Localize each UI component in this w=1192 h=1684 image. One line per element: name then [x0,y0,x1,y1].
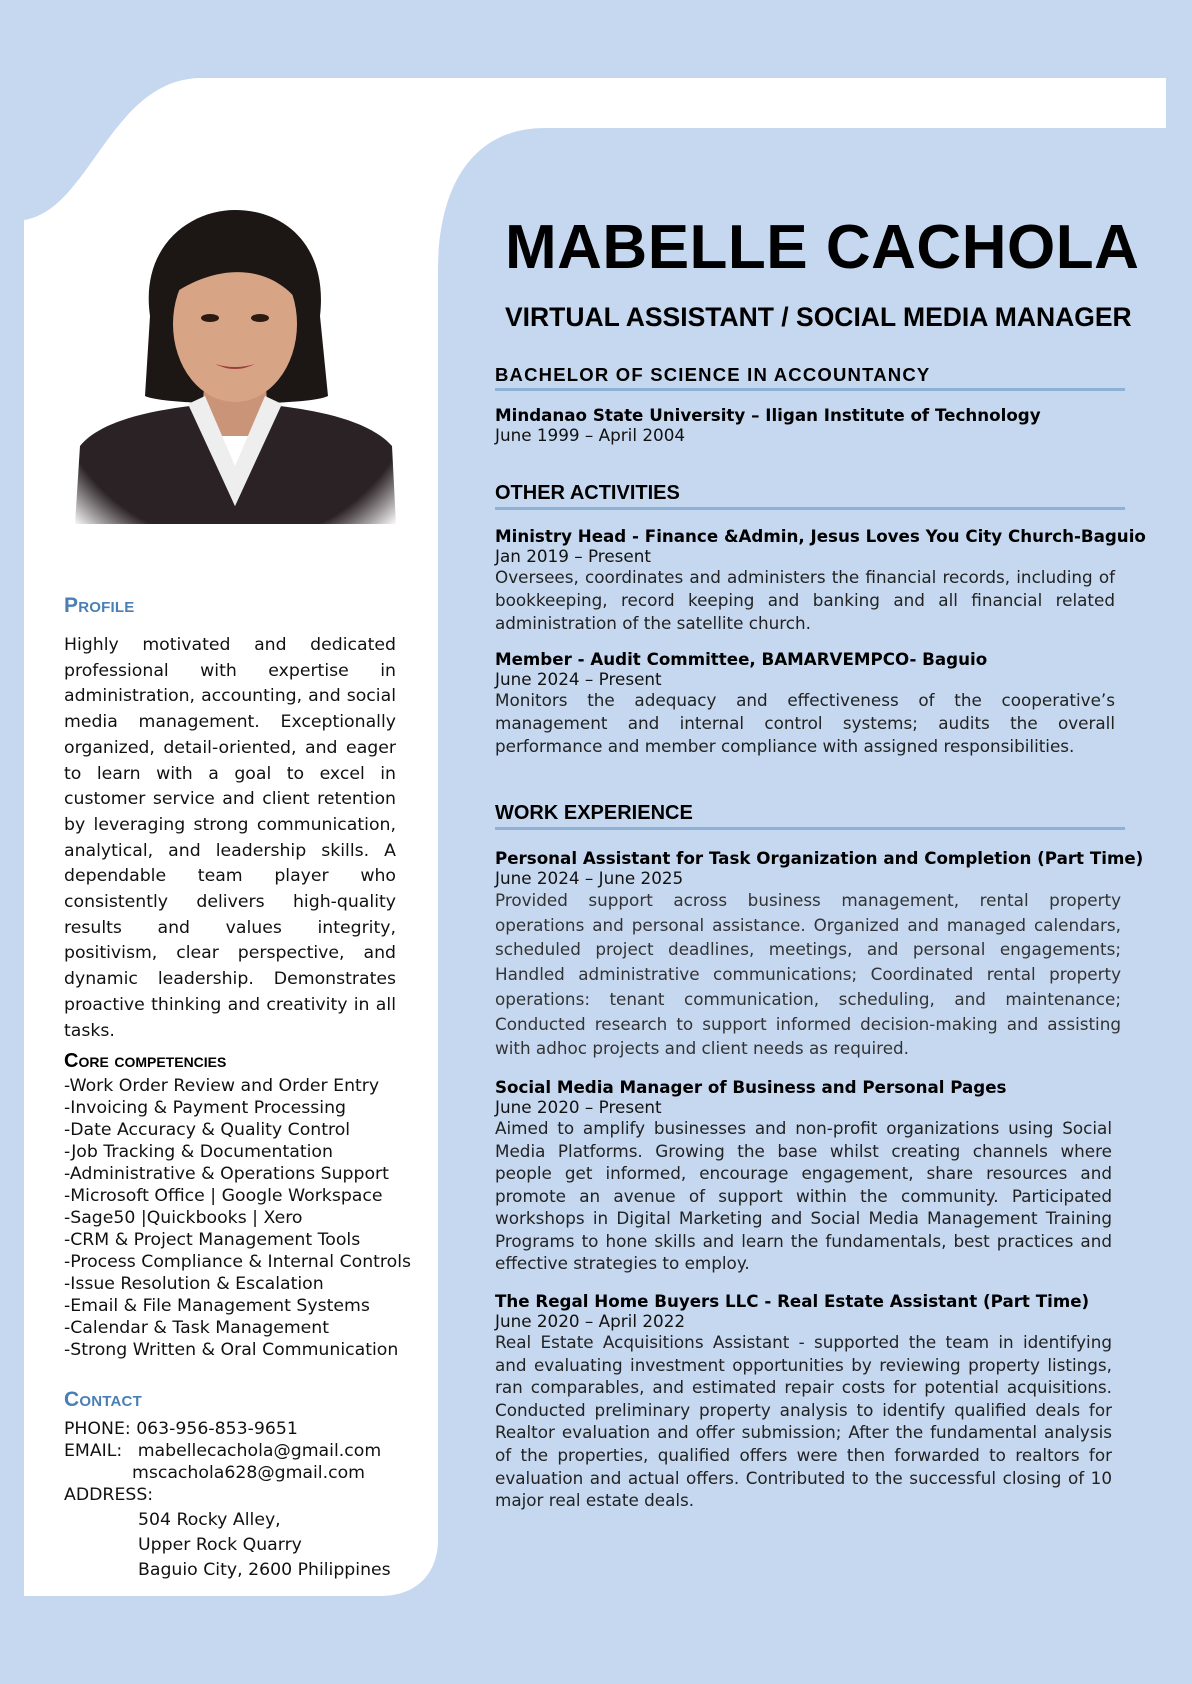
address-line: 504 Rocky Alley, [138,1510,281,1530]
activity-description: Oversees, coordinates and administers the financial records, including of bookkeeping, record keeping and banking and all financial related administration of the satellite church. [495,567,1115,633]
competency-item: -Issue Resolution & Escalation [64,1274,324,1294]
competency-item: -Calendar & Task Management [64,1318,330,1338]
competency-item: -Job Tracking & Documentation [64,1142,333,1162]
job-entry-description: Aimed to amplify businesses and non-profit organizations using Social Media Platforms. Growing the base whilst creating channels where people get informed, encourage engagement, share resources and promote an avenue of support within the community. Participated workshops in Digital Marketing and Social Media Management Training Programs to hone skills and learn the fundamentals, best practices and effective strategies to employ. [495,1117,1112,1274]
address-label: ADDRESS: [64,1485,154,1505]
job-entry-dates: June 2020 – Present [495,1096,662,1117]
job-entry-dates: June 2020 – April 2022 [495,1311,686,1332]
competency-item: -Administrative & Operations Support [64,1164,389,1184]
activities-heading: OTHER ACTIVITIES [495,482,1125,510]
address-line: Upper Rock Quarry [138,1535,302,1555]
competency-item: -Work Order Review and Order Entry [64,1076,380,1096]
competency-item: -CRM & Project Management Tools [64,1230,361,1250]
education-heading: BACHELOR OF SCIENCE IN ACCOUNTANCY [495,364,1125,391]
competency-item: -Date Accuracy & Quality Control [64,1120,351,1140]
education-school: Mindanao State University – Iligan Institute of Technology [495,405,1041,425]
competency-item: -Invoicing & Payment Processing [64,1098,347,1118]
competency-item: -Email & File Management Systems [64,1296,370,1316]
work-heading: WORK EXPERIENCE [495,802,1125,830]
email-primary[interactable]: mabellecachola@gmail.com [137,1441,382,1461]
profile-heading: Profile [64,594,135,617]
job-entry-title: Social Media Manager of Business and Personal Pages [495,1076,1007,1097]
job-entry-description: Real Estate Acquisitions Assistant - supported the team in identifying and evaluating investment opportunities by reviewing property listings, ran comparables, and estimated repair costs for potential acquisitions. Conducted preliminary property analysis to identify qualified deals for Realtor evaluation and offer submission; After the fundamental analysis of the properties, qualified offers were then forwarded to realtors for evaluation and actual offers. Contributed to the successful closing of 10 major real estate deals. [495,1332,1112,1511]
competency-item: -Sage50 |Quickbooks | Xero [64,1208,303,1228]
phone-label: PHONE: [64,1419,131,1439]
activity-description: Monitors the adequacy and effectiveness of the cooperative’s management and internal control systems; audits the overall performance and member compliance with assigned responsibilities. [495,690,1115,756]
activity-title: Ministry Head - Finance &Admin, Jesus Loves You City Church-Baguio [495,526,1146,546]
competency-item: -Microsoft Office | Google Workspace [64,1186,383,1206]
education-dates: June 1999 – April 2004 [495,425,686,445]
email-label: EMAIL: [64,1441,123,1461]
competency-item: -Strong Written & Oral Communication [64,1340,399,1360]
competencies-heading: Core competencies [64,1050,227,1072]
profile-summary: Highly motivated and dedicated professional with expertise in administration, accounting, and social media management. Exceptionally organized, detail-oriented, and eager to learn with a goal to excel in customer service and client retention by leveraging strong communication, analytical, and leadership skills. A dependable team player who consistently delivers high-quality results and values integrity, positivism, clear perspective, and dynamic leadership. Demonstrates proactive thinking and creativity in all tasks. [64,635,396,1041]
contact-heading: Contact [64,1388,142,1411]
phone-value: 063-956-853-9651 [136,1419,298,1439]
email-secondary[interactable]: mscachola628@gmail.com [132,1463,366,1483]
job-entry-dates: June 2024 – June 2025 [495,868,684,888]
competencies-list [64,1075,412,1361]
activity-title: Member - Audit Committee, BAMARVEMPCO- Baguio [495,649,988,669]
phone-line [64,1418,396,1440]
person-name: MABELLE CACHOLA [505,213,1140,282]
address-line: Baguio City, 2600 Philippines [138,1560,391,1580]
email-line [64,1440,396,1462]
job-entry-title: Personal Assistant for Task Organization and Completion (Part Time) [495,848,1144,868]
activity-dates: June 2024 – Present [495,669,662,689]
activity-dates: Jan 2019 – Present [495,546,651,566]
competency-item: -Process Compliance & Internal Controls [64,1252,412,1272]
profile-photo [70,206,400,524]
job-title: VIRTUAL ASSISTANT / SOCIAL MEDIA MANAGER [505,302,1132,332]
job-entry-title: The Regal Home Buyers LLC - Real Estate Assistant (Part Time) [495,1291,1090,1312]
job-entry-description: Provided support across business management, rental property operations and personal assistance. Organized and managed calendars, scheduled project deadlines, meetings, and personal engagements; Handled administrative communications; Coordinated rental property operations: tenant communication, scheduling, and maintenance; Conducted research to support informed decision-making and assisting with adhoc projects and client needs as required. [495,890,1121,1059]
